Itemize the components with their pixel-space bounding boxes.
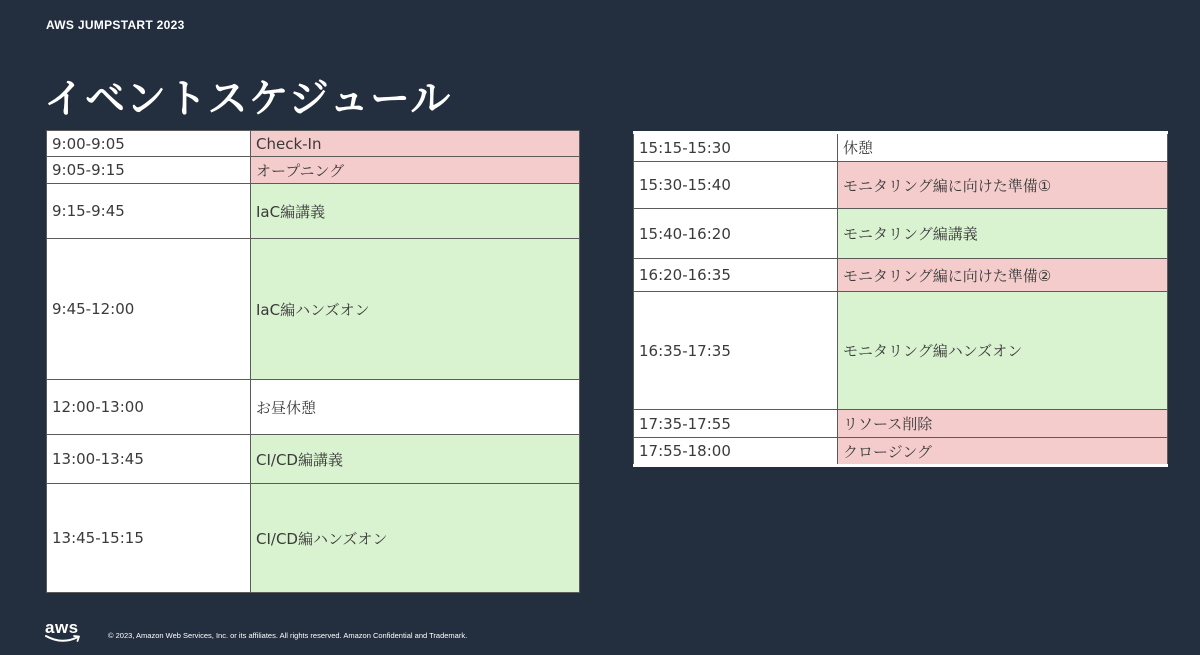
- time-cell: 15:30-15:40: [634, 162, 838, 209]
- event-cell: 休憩: [838, 133, 1168, 162]
- table-row: [634, 209, 1168, 259]
- time-cell: 16:35-17:35: [634, 292, 838, 410]
- table-row: [47, 435, 580, 484]
- event-cell: CI/CD編ハンズオン: [251, 484, 580, 593]
- table-row: [47, 484, 580, 593]
- table-row: [47, 131, 580, 157]
- table-row: [634, 259, 1168, 292]
- time-cell: 15:15-15:30: [634, 133, 838, 162]
- event-cell: IaC編講義: [251, 184, 580, 239]
- time-cell: 9:00-9:05: [47, 131, 251, 157]
- event-cell: モニタリング編ハンズオン: [838, 292, 1168, 410]
- table-row: [47, 184, 580, 239]
- event-cell: モニタリング編に向けた準備①: [838, 162, 1168, 209]
- event-cell: IaC編ハンズオン: [251, 239, 580, 380]
- event-cell: Check-In: [251, 131, 580, 157]
- table-row: [634, 438, 1168, 466]
- time-cell: 15:40-16:20: [634, 209, 838, 259]
- footer: [0, 612, 1200, 655]
- time-cell: 13:45-15:15: [47, 484, 251, 593]
- event-name-label: AWS JUMPSTART 2023: [46, 18, 185, 32]
- time-cell: 9:45-12:00: [47, 239, 251, 380]
- event-cell: CI/CD編講義: [251, 435, 580, 484]
- event-cell: クロージング: [838, 438, 1168, 466]
- copyright-text: © 2023, Amazon Web Services, Inc. or its affiliates. All rights reserved. Amazon Confidential and Trademark.: [108, 631, 468, 640]
- time-cell: 17:55-18:00: [634, 438, 838, 466]
- schedule-table-left: [46, 130, 580, 593]
- table-row: [47, 380, 580, 435]
- time-cell: 17:35-17:55: [634, 410, 838, 438]
- time-cell: 9:05-9:15: [47, 157, 251, 184]
- aws-logo-text: aws: [45, 618, 79, 637]
- time-cell: 13:00-13:45: [47, 435, 251, 484]
- event-cell: モニタリング編講義: [838, 209, 1168, 259]
- aws-smile-icon: [45, 634, 81, 644]
- aws-logo: [45, 618, 85, 646]
- table-row: [634, 133, 1168, 162]
- table-row: [634, 162, 1168, 209]
- time-cell: 9:15-9:45: [47, 184, 251, 239]
- schedule-table-right: [633, 131, 1168, 467]
- table-row: [47, 157, 580, 184]
- event-cell: リソース削除: [838, 410, 1168, 438]
- table-row: [634, 410, 1168, 438]
- event-cell: オープニング: [251, 157, 580, 184]
- time-cell: 12:00-13:00: [47, 380, 251, 435]
- time-cell: 16:20-16:35: [634, 259, 838, 292]
- event-cell: モニタリング編に向けた準備②: [838, 259, 1168, 292]
- page-title: イベントスケジュール: [44, 76, 452, 122]
- table-row: [47, 239, 580, 380]
- table-row: [634, 292, 1168, 410]
- event-cell: お昼休憩: [251, 380, 580, 435]
